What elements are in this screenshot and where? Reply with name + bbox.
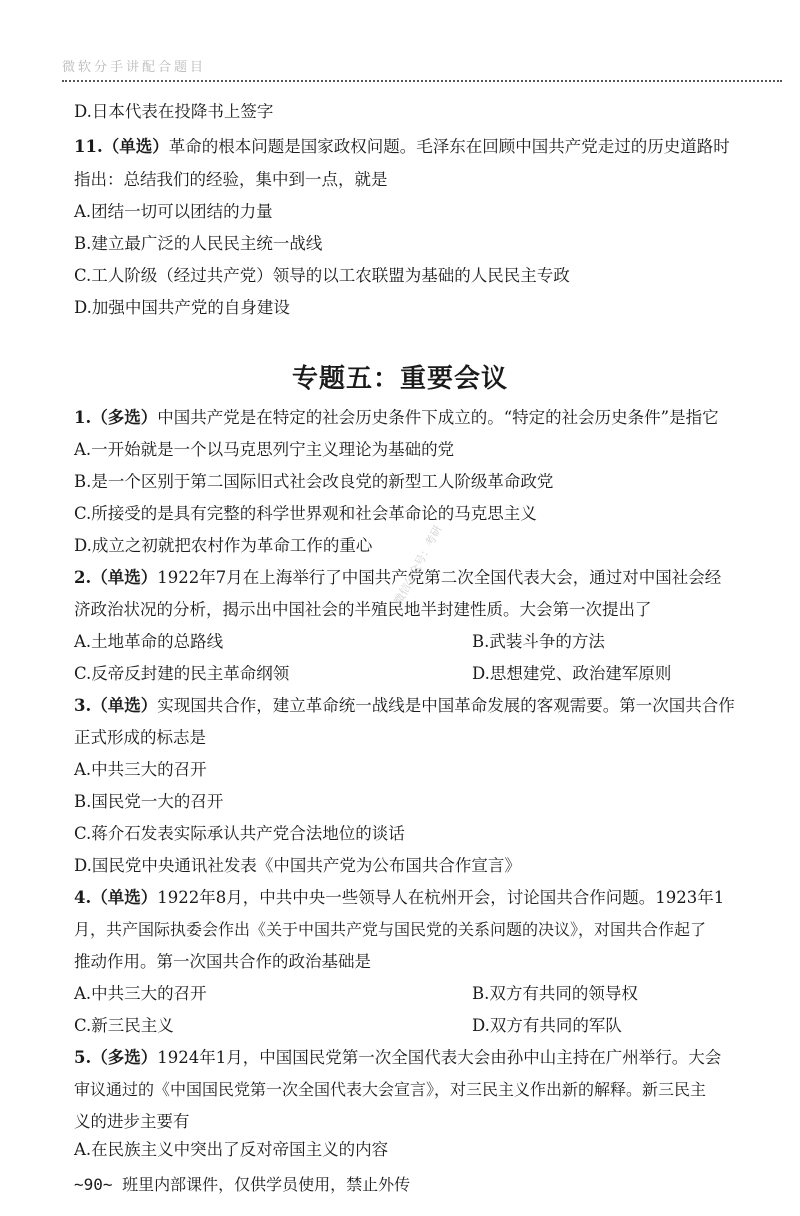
q11-stem-line-1 — [74, 137, 730, 157]
q5-option-a: A.在民族主义中突出了反对帝国主义的内容 — [74, 1140, 389, 1159]
section-title: 专题五：重要会议 — [291, 364, 508, 394]
q4-stem-line-3: 推动作用。第一次国共合作的政治基础是 — [74, 952, 371, 971]
q4-option-c: C.新三民主义 — [74, 1016, 174, 1035]
q11-option-b: B.建立最广泛的人民民主统一战线 — [74, 234, 323, 253]
q4-stem-line-1 — [74, 888, 724, 908]
q3-option-b: B.国民党一大的召开 — [74, 792, 224, 811]
q4-number: 4.（单选） — [74, 888, 158, 907]
q2-option-d: D.思想建党、政治建军原则 — [472, 664, 672, 683]
q2-stem-text: 1922年7月在上海举行了中国共产党第二次全国代表大会，通过对中国社会经 — [157, 568, 722, 587]
header-stamp: 微软分手讲配合题目 — [62, 60, 207, 75]
q1-stem-line-1 — [74, 408, 719, 428]
q5-stem-line-3: 义的进步主要有 — [74, 1112, 190, 1131]
q3-stem-text: 实现国共合作，建立革命统一战线是中国革命发展的客观需要。第一次国共合作 — [157, 696, 735, 715]
q4-option-b: B.双方有共同的领导权 — [472, 984, 638, 1003]
q4-stem-text: 1922年8月，中共中央一些领导人在杭州开会，讨论国共合作问题。1923年1 — [157, 888, 725, 907]
q5-number: 5.（多选） — [74, 1048, 158, 1067]
q1-stem-text: 中国共产党是在特定的社会历史条件下成立的。“特定的社会历史条件”是指它 — [157, 408, 719, 427]
q3-option-a: A.中共三大的召开 — [74, 760, 207, 779]
q2-stem-line-2: 济政治状况的分析，揭示出中国社会的半殖民地半封建性质。大会第一次提出了 — [74, 600, 652, 619]
q1-option-c: C.所接受的是具有完整的科学世界观和社会革命论的马克思主义 — [74, 504, 537, 523]
q3-number: 3.（单选） — [74, 696, 158, 715]
q5-stem-line-1 — [74, 1048, 721, 1068]
q5-stem-text: 1924年1月，中国国民党第一次全国代表大会由孙中山主持在广州举行。大会 — [157, 1048, 722, 1067]
q11-number: 11.（单选） — [74, 137, 169, 156]
q1-option-b: B.是一个区别于第二国际旧式社会改良党的新型工人阶级革命政党 — [74, 472, 554, 491]
q11-stem-text: 革命的根本问题是国家政权问题。毛泽东在回顾中国共产党走过的历史道路时 — [168, 137, 730, 156]
q4-options-row-2 — [74, 1016, 622, 1036]
q1-number: 1.（多选） — [74, 408, 158, 427]
watermark: 微信公众号：考研 — [391, 523, 445, 608]
q11-option-d: D.加强中国共产党的自身建设 — [74, 298, 290, 317]
q2-option-c: C.反帝反封建的民主革命纲领 — [74, 664, 290, 683]
q2-options-row-1 — [74, 632, 605, 652]
q4-option-a: A.中共三大的召开 — [74, 984, 207, 1003]
q10-option-d: D.日本代表在投降书上签字 — [74, 102, 274, 121]
q3-stem-line-2: 正式形成的标志是 — [74, 728, 206, 747]
q3-option-c: C.蒋介石发表实际承认共产党合法地位的谈话 — [74, 824, 405, 843]
q4-option-d: D.双方有共同的军队 — [472, 1016, 622, 1035]
q11-stem-line-2: 指出：总结我们的经验，集中到一点，就是 — [74, 170, 388, 189]
q3-stem-line-1 — [74, 696, 735, 716]
q1-option-d: D.成立之初就把农村作为革命工作的重心 — [74, 536, 373, 555]
header-dotted-rule — [62, 80, 782, 82]
q2-option-b: B.武装斗争的方法 — [472, 632, 605, 651]
q4-options-row-1 — [74, 984, 638, 1004]
q4-stem-line-2: 月，共产国际执委会作出《关于中国共产党与国民党的关系问题的决议》，对国共合作起了 — [74, 920, 707, 939]
q11-option-a: A.团结一切可以团结的力量 — [74, 202, 273, 221]
q1-option-a: A.一开始就是一个以马克思列宁主义理论为基础的党 — [74, 440, 455, 459]
q11-option-c: C.工人阶级（经过共产党）领导的以工农联盟为基础的人民民主专政 — [74, 266, 570, 285]
q3-option-d: D.国民党中央通讯社发表《中国共产党为公布国共合作宣言》 — [74, 856, 521, 875]
page-footer: ~90~ 班里内部课件，仅供学员使用，禁止外传 — [74, 1175, 411, 1194]
q2-option-a: A.土地革命的总路线 — [74, 632, 224, 651]
q2-options-row-2 — [74, 664, 672, 684]
q2-number: 2.（单选） — [74, 568, 158, 587]
q5-stem-line-2: 审议通过的《中国国民党第一次全国代表大会宣言》，对三民主义作出新的解释。新三民主 — [74, 1080, 707, 1099]
